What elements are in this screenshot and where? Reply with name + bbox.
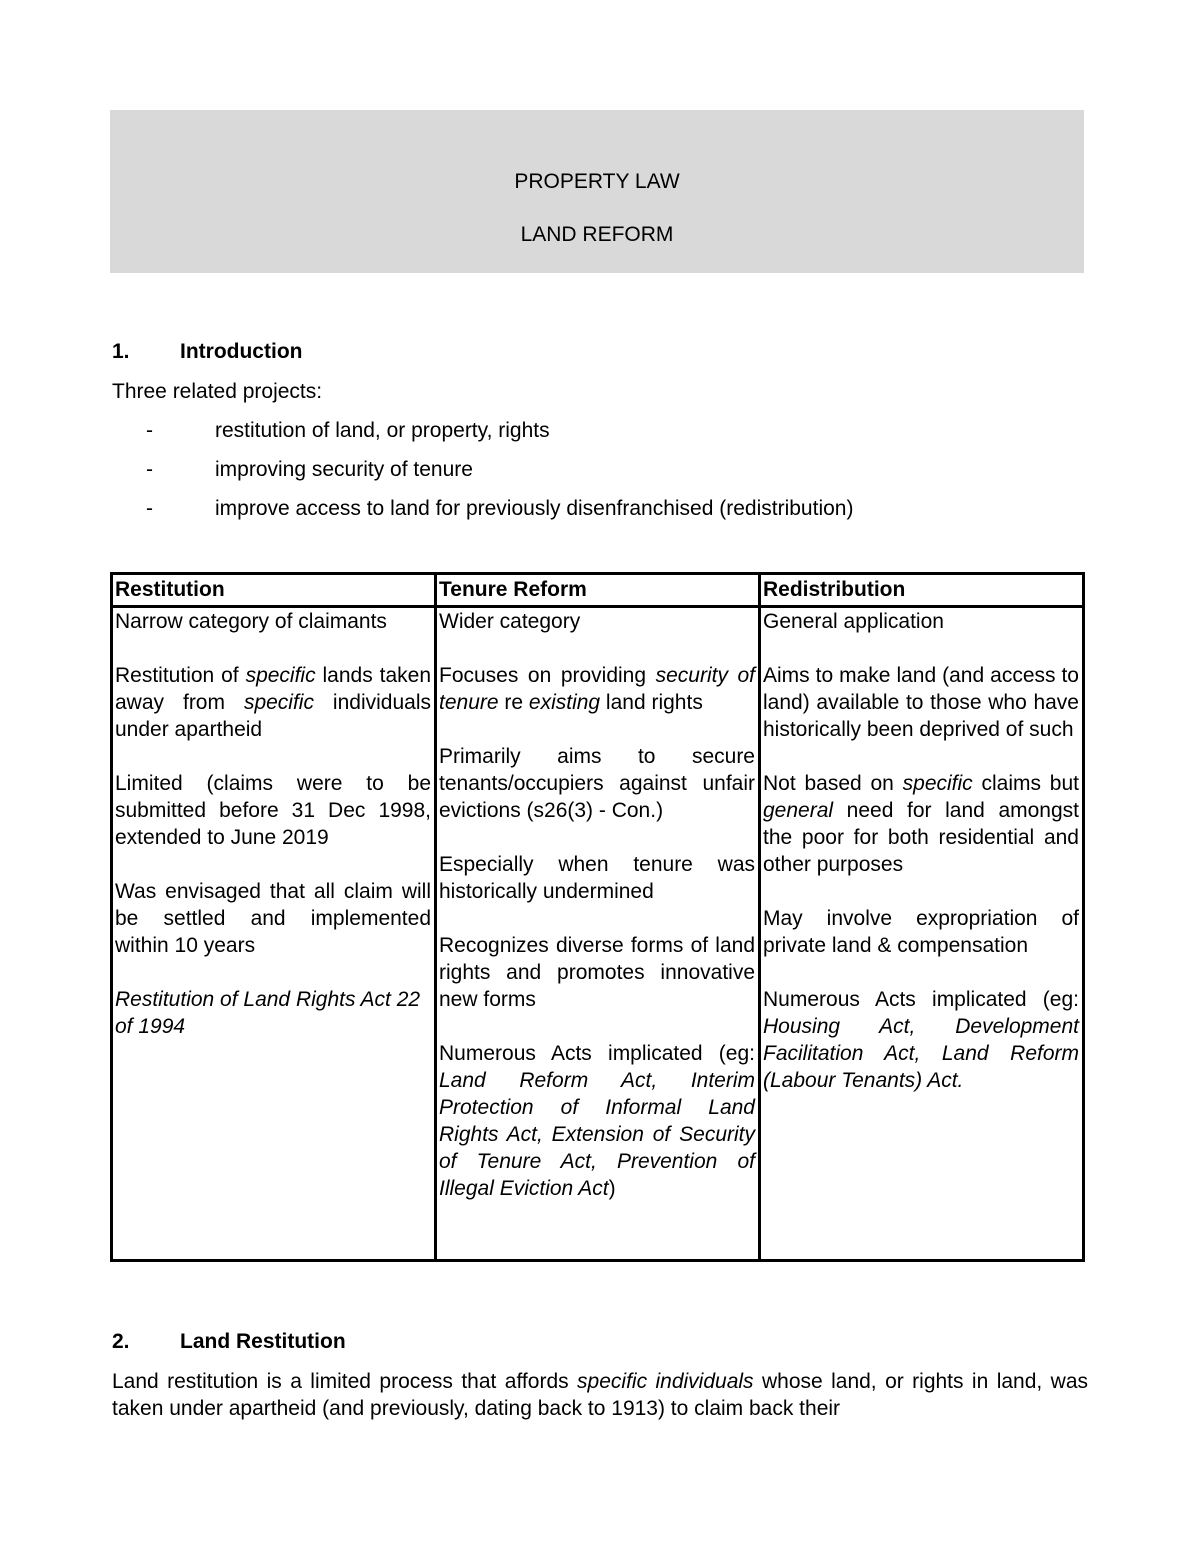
list-item-text: improving security of tenure <box>215 458 473 481</box>
cell-paragraph: Especially when tenure was historically undermined <box>439 853 755 903</box>
cell-paragraph: Numerous Acts implicated (eg: Housing Act, Development Facilitation Act, Land Reform (Labour Tenants) Act. <box>763 988 1079 1092</box>
cell-paragraph: Focuses on providing security of tenure re existing land rights <box>439 664 756 714</box>
document-subtitle: LAND REFORM <box>520 223 674 246</box>
cell-paragraph: Limited (claims were to be submitted before 31 Dec 1998, extended to June 2019 <box>115 772 431 849</box>
section-2-heading <box>112 1330 346 1354</box>
list-item <box>146 458 473 482</box>
list-item <box>146 419 550 443</box>
comparison-table <box>110 572 1085 1262</box>
section-2-number: 2. <box>112 1330 130 1353</box>
section-1-heading <box>112 340 302 364</box>
section-2-title: Land Restitution <box>180 1330 346 1353</box>
cell-paragraph: Was envisaged that all claim will be settled and implemented within 10 years <box>115 880 431 957</box>
bullet-dash: - <box>146 497 153 520</box>
cell-paragraph: Not based on specific claims but general need for land amongst the poor for both residential and other purposes <box>763 772 1079 876</box>
section-1-number: 1. <box>112 340 130 363</box>
column-header-redistribution: Redistribution <box>760 574 1084 607</box>
cell-paragraph: Primarily aims to secure tenants/occupiers against unfair evictions (s26(3) - Con.) <box>439 745 755 822</box>
cell-paragraph: Recognizes diverse forms of land rights and promotes innovative new forms <box>439 934 755 1011</box>
section-1-title: Introduction <box>180 340 303 363</box>
restitution-cell <box>112 607 436 1261</box>
bullet-dash: - <box>146 458 153 481</box>
cell-paragraph: Aims to make land (and access to land) available to those who have historically been deprived of such <box>763 664 1079 741</box>
section-2-paragraph: Land restitution is a limited process that affords specific individuals whose land, or rights in land, was taken under apartheid (and previously, dating back to 1913) to claim back their <box>112 1370 1089 1420</box>
column-header-restitution: Restitution <box>112 574 436 607</box>
list-item <box>146 497 853 521</box>
cell-paragraph: General application <box>763 610 944 633</box>
list-item-text: restitution of land, or property, rights <box>215 419 550 442</box>
cell-paragraph: May involve expropriation of private land & compensation <box>763 907 1079 957</box>
cell-paragraph: Restitution of Land Rights Act 22 of 1994 <box>115 988 421 1038</box>
cell-paragraph: Restitution of specific lands taken away from specific individuals under apartheid <box>115 664 431 741</box>
cell-paragraph: Wider category <box>439 610 581 633</box>
redistribution-cell <box>760 607 1084 1261</box>
title-banner <box>110 110 1084 273</box>
cell-paragraph: Numerous Acts implicated (eg: Land Reform Act, Interim Protection of Informal Land Rights Act, Extension of Security of Tenure Act, Prevention of Illegal Eviction Act) <box>439 1042 755 1200</box>
column-header-tenure-reform: Tenure Reform <box>436 574 760 607</box>
document-title: PROPERTY LAW <box>514 170 680 193</box>
bullet-dash: - <box>146 419 153 442</box>
list-item-text: improve access to land for previously disenfranchised (redistribution) <box>215 497 854 520</box>
intro-lead: Three related projects: <box>112 380 323 403</box>
cell-paragraph: Narrow category of claimants <box>115 610 387 633</box>
tenure-reform-cell <box>436 607 760 1261</box>
